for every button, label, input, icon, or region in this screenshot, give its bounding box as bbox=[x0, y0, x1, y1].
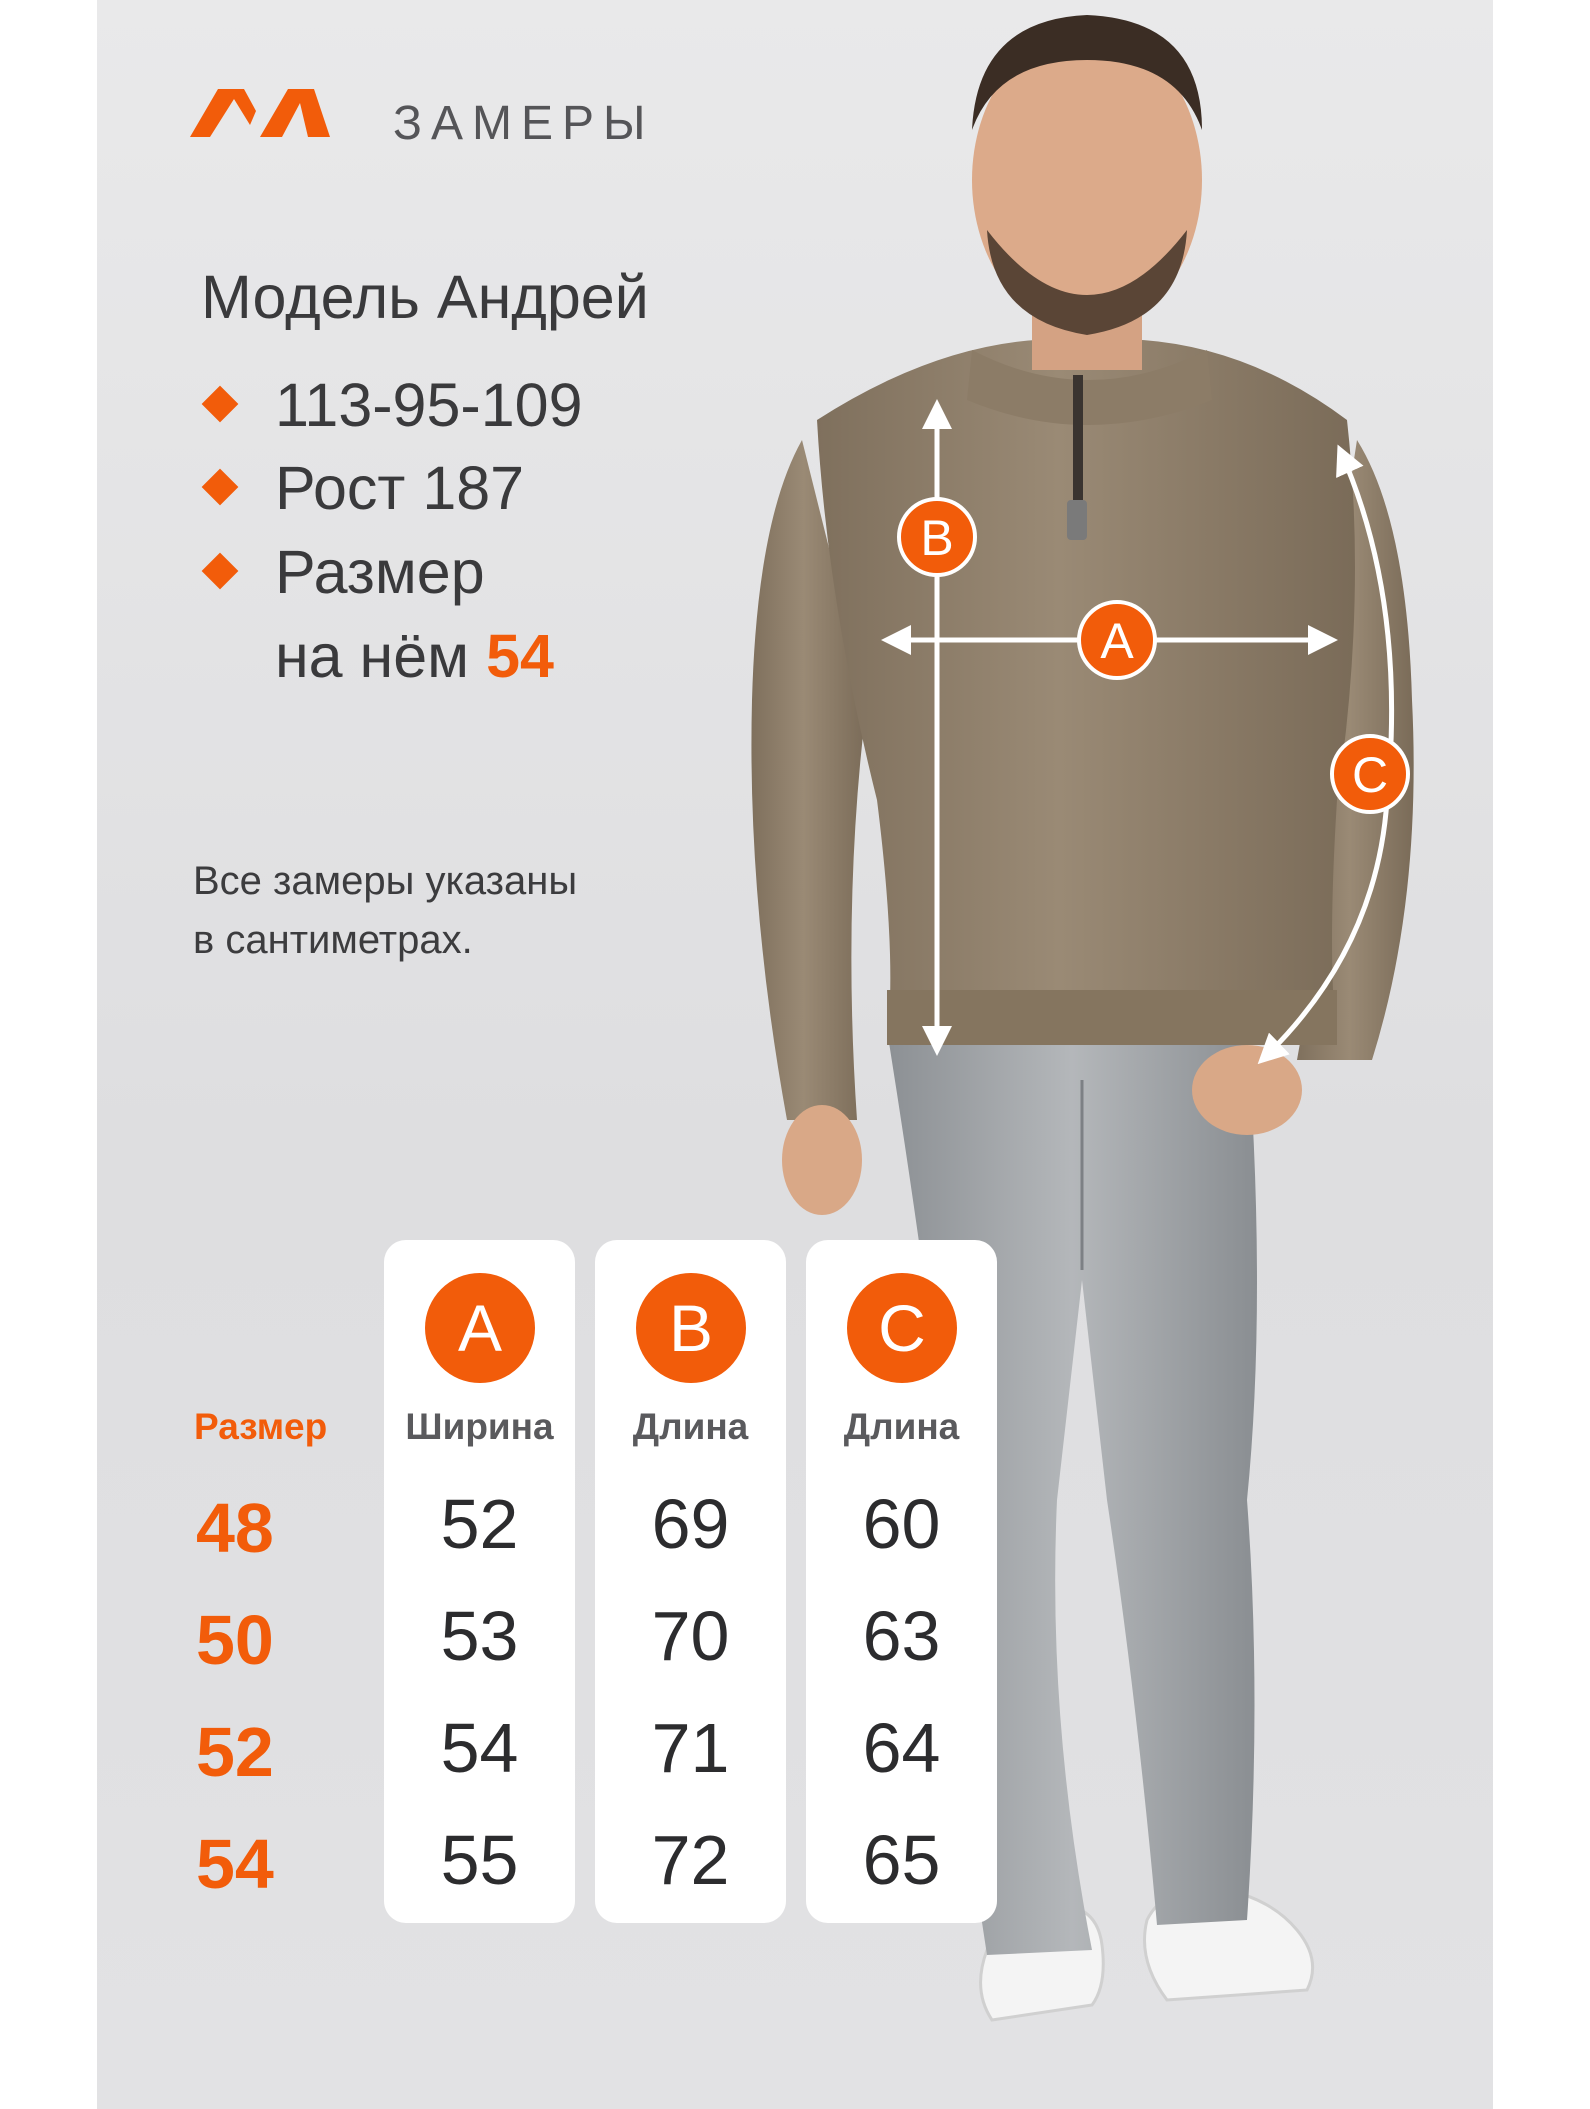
model-height: Рост 187 bbox=[275, 454, 525, 522]
column-a-header: Ширина bbox=[405, 1406, 554, 1447]
size-column-header: Размер bbox=[194, 1406, 328, 1447]
table-cell: 52 bbox=[440, 1485, 519, 1563]
size-52: 52 bbox=[196, 1713, 274, 1791]
column-a bbox=[384, 1240, 575, 1923]
units-note-line-1: Все замеры указаны bbox=[193, 859, 578, 903]
table-cell: 53 bbox=[440, 1597, 519, 1675]
model-size-prefix: на нём bbox=[275, 622, 470, 690]
table-cell: 72 bbox=[651, 1821, 730, 1899]
model-size-line bbox=[275, 621, 554, 691]
model-size-value: 54 bbox=[486, 622, 554, 690]
badge-a-label: A bbox=[1100, 613, 1134, 669]
table-cell: 64 bbox=[862, 1709, 941, 1787]
model-name: Модель Андрей bbox=[201, 263, 649, 331]
column-a-badge: A bbox=[425, 1273, 535, 1383]
size-guide-panel bbox=[97, 0, 1493, 2109]
size-54: 54 bbox=[196, 1825, 274, 1903]
column-c-header: Длина bbox=[843, 1406, 960, 1447]
model-size-label: Размер bbox=[275, 538, 485, 606]
table-cell: 63 bbox=[862, 1597, 941, 1675]
size-48: 48 bbox=[196, 1489, 274, 1567]
table-cell: 60 bbox=[862, 1485, 941, 1563]
table-cell: 54 bbox=[440, 1709, 519, 1787]
sweater bbox=[817, 339, 1355, 1045]
column-c-badge: C bbox=[847, 1273, 957, 1383]
badge-b bbox=[899, 499, 975, 575]
badge-a bbox=[1079, 602, 1155, 678]
table-cell: 65 bbox=[862, 1821, 941, 1899]
head bbox=[972, 15, 1202, 370]
badge-b-label: B bbox=[920, 510, 954, 566]
units-note-line-2: в сантиметрах. bbox=[193, 918, 473, 962]
table-cell: 70 bbox=[651, 1597, 730, 1675]
model-measurements: 113-95-109 bbox=[275, 371, 583, 439]
table-cell: 55 bbox=[440, 1821, 519, 1899]
table-cell: 71 bbox=[651, 1709, 730, 1787]
badge-c-label: C bbox=[1351, 747, 1389, 803]
size-50: 50 bbox=[196, 1601, 274, 1679]
badge-c bbox=[1332, 736, 1408, 812]
column-b-badge: B bbox=[636, 1273, 746, 1383]
column-b bbox=[595, 1240, 786, 1923]
column-b-header: Длина bbox=[632, 1406, 749, 1447]
units-note bbox=[193, 852, 713, 970]
column-c bbox=[806, 1240, 997, 1923]
section-title: ЗАМЕРЫ bbox=[393, 97, 655, 150]
table-cell: 69 bbox=[651, 1485, 730, 1563]
logo-mark bbox=[190, 89, 330, 137]
